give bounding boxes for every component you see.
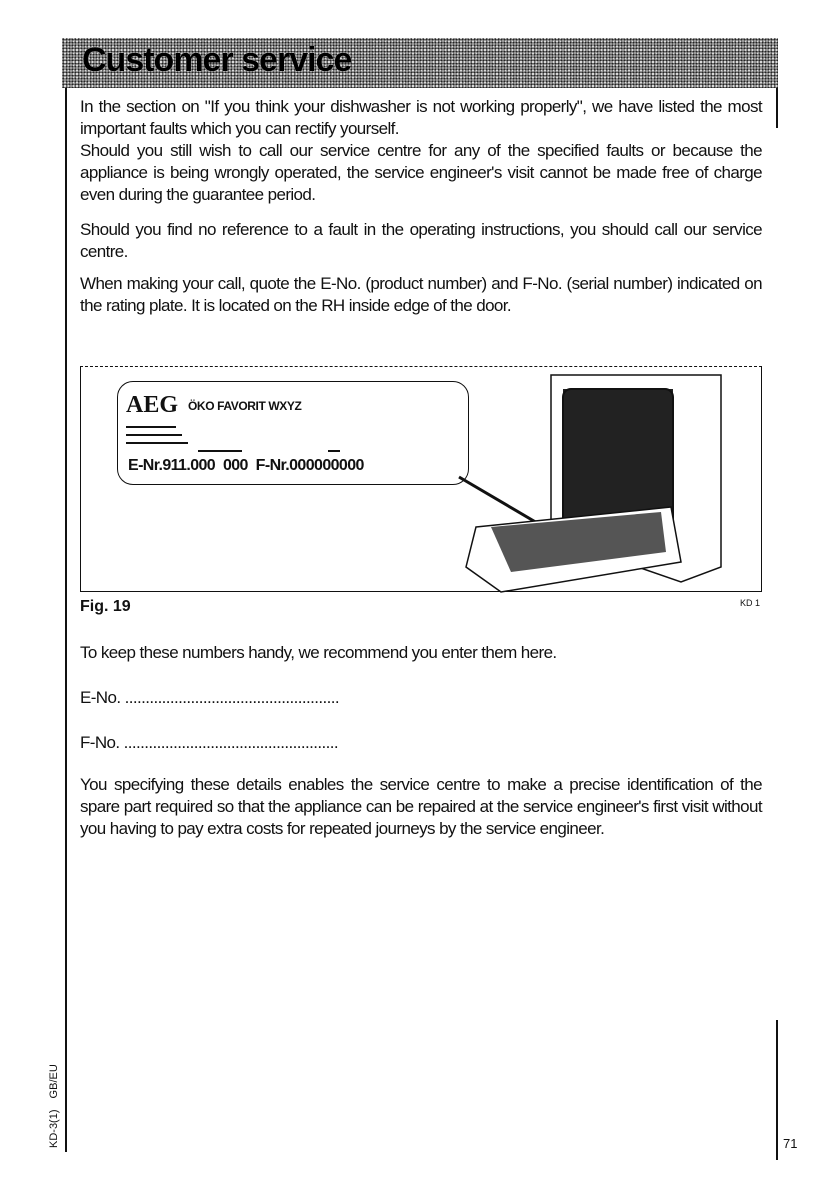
- paragraph: When making your call, quote the E-No. (product number) and F-No. (serial number) indicated on the rating plate. It is located on the RH inside edge of the door.: [80, 274, 762, 315]
- page-title: Customer service: [82, 41, 352, 79]
- paragraph: Should you find no reference to a fault in the operating instructions, you should call our service centre.: [80, 220, 762, 261]
- document-code: KD-3(1) GB/EU: [48, 1064, 60, 1148]
- rating-numbers: E-Nr.911.000 000 F-Nr.000000000: [128, 457, 364, 474]
- intro-text: [80, 96, 762, 206]
- right-margin-rule-bottom: [776, 1020, 778, 1160]
- f-no-field: F-No. ....................................................: [80, 733, 339, 752]
- section-banner: [62, 38, 778, 88]
- page-number: 71: [783, 1136, 798, 1151]
- e-no-field: E-No. ....................................................: [80, 688, 339, 707]
- model-name: ÖKO FAVORIT WXYZ: [188, 399, 302, 413]
- left-margin-rule: [65, 88, 67, 1152]
- right-margin-rule: [776, 88, 778, 128]
- brand-logo: AEG: [126, 392, 179, 418]
- figure-rating-plate: [80, 366, 762, 592]
- figure-caption: Fig. 19: [80, 598, 131, 615]
- paragraph: Should you still wish to call our service centre for any of the specified faults or because the appliance is being wrongly operated, the service engineer's visit cannot be made free of charge even during the guarantee period.: [80, 141, 762, 204]
- paragraph: In the section on "If you think your dishwasher is not working properly", we have listed the most important faults which you can rectify yourself.: [80, 97, 762, 138]
- paragraph: To keep these numbers handy, we recommend you enter them here.: [80, 643, 557, 662]
- paragraph: You specifying these details enables the service centre to make a precise identification of the spare part required so that the appliance can be repaired at the service engineer's first visit without you having to pay extra costs for repeated journeys by the service engineer.: [80, 775, 762, 838]
- dishwasher-illustration: [81, 367, 763, 593]
- figure-code: KD 1: [740, 598, 761, 608]
